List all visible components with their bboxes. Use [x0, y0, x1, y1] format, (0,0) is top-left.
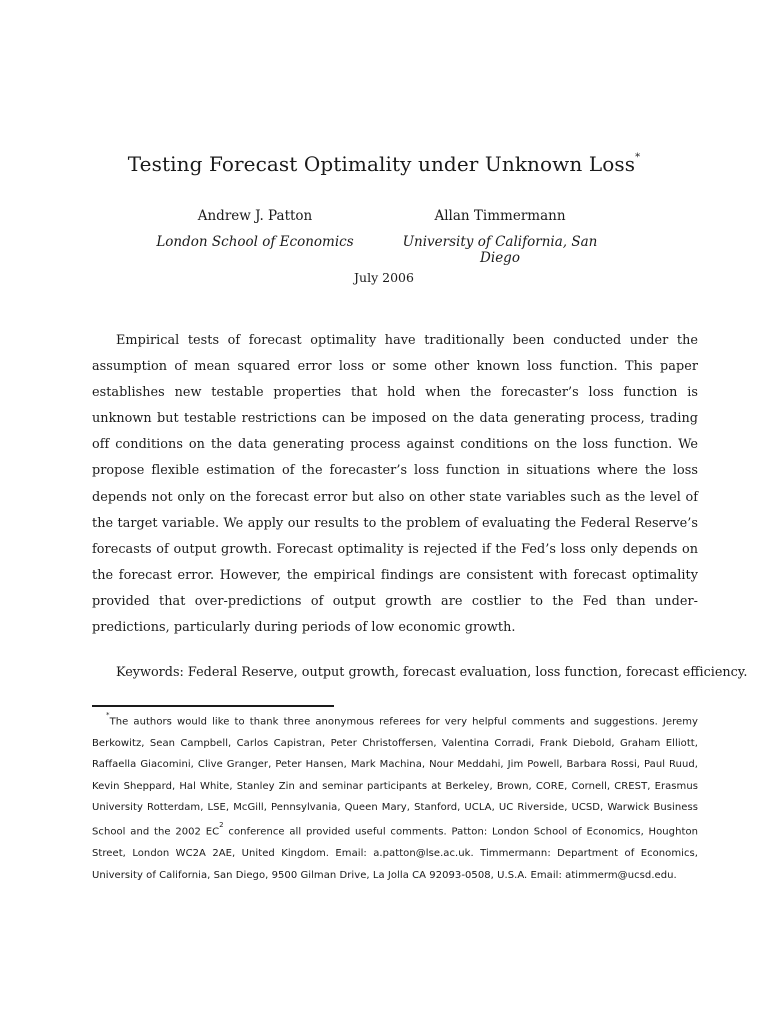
- footnote-superscript: 2: [219, 821, 224, 830]
- title-text: Testing Forecast Optimality under Unknown Loss: [127, 152, 636, 176]
- author-affiliation-2: University of California, San Diego: [402, 234, 598, 266]
- footnote-text-part2: conference all provided useful comments. Patton: London School of Economics, Houghton Street, London WC2A 2AE, United Kingdom. Email: a.patton@lse.ac.uk. Timmermann: Department of Economics, University of California, San Diego, 9500 Gilman Drive, La Jolla CA 92093-0508, U.S.A. Email: atimmerm@ucsd.edu.: [92, 826, 698, 881]
- keywords-line: Keywords: Federal Reserve, output growth, forecast evaluation, loss function, forecast efficiency.: [116, 665, 748, 680]
- author-name-1: Andrew J. Patton: [197, 208, 313, 224]
- footnote: [92, 708, 698, 886]
- paper-date: July 2006: [354, 270, 414, 285]
- author-affiliation-1: London School of Economics: [156, 234, 354, 250]
- abstract-paragraph: Empirical tests of forecast optimality have traditionally been conducted under the assumption of mean squared error loss or some other known loss function. This paper establishes new testable properties that hold when the forecaster’s loss function is unknown but testable restrictions can be imposed on the data generating process, trading off conditions on the data generating process against conditions on the loss function. We propose flexible estimation of the forecaster’s loss function in situations where the loss depends not only on the forecast error but also on other state variables such as the level of the target variable. We apply our results to the problem of evaluating the Federal Reserve’s forecasts of output growth. Forecast optimality is rejected if the Fed’s loss only depends on the forecast error. However, the empirical findings are consistent with forecast optimality provided that over-predictions of output growth are costlier to the Fed than under-predictions, particularly during periods of low economic growth.: [92, 333, 698, 636]
- author-name-2: Allan Timmermann: [434, 208, 566, 224]
- footnote-mark: *: [106, 711, 110, 719]
- title-footnote-mark: *: [635, 152, 641, 164]
- footnote-text-part1: The authors would like to thank three anonymous referees for very helpful comments and suggestions. Jeremy Berkowitz, Sean Campbell, Carlos Capistran, Peter Christoffersen, Valentina Corradi, Frank Diebold, Graham Elliott, Raffaella Giacomini, Clive Granger, Peter Hansen, Mark Machina, Nour Meddahi, Jim Powell, Barbara Rossi, Paul Ruud, Kevin Sheppard, Hal White, Stanley Zin and seminar participants at Berkeley, Brown, CORE, Cornell, CREST, Erasmus University Rotterdam, LSE, McGill, Pennsylvania, Queen Mary, Stanford, UCLA, UC Riverside, UCSD, Warwick Business School and the 2002 EC: [92, 716, 698, 838]
- paper-title: [0, 152, 768, 176]
- footnote-divider: [92, 705, 334, 707]
